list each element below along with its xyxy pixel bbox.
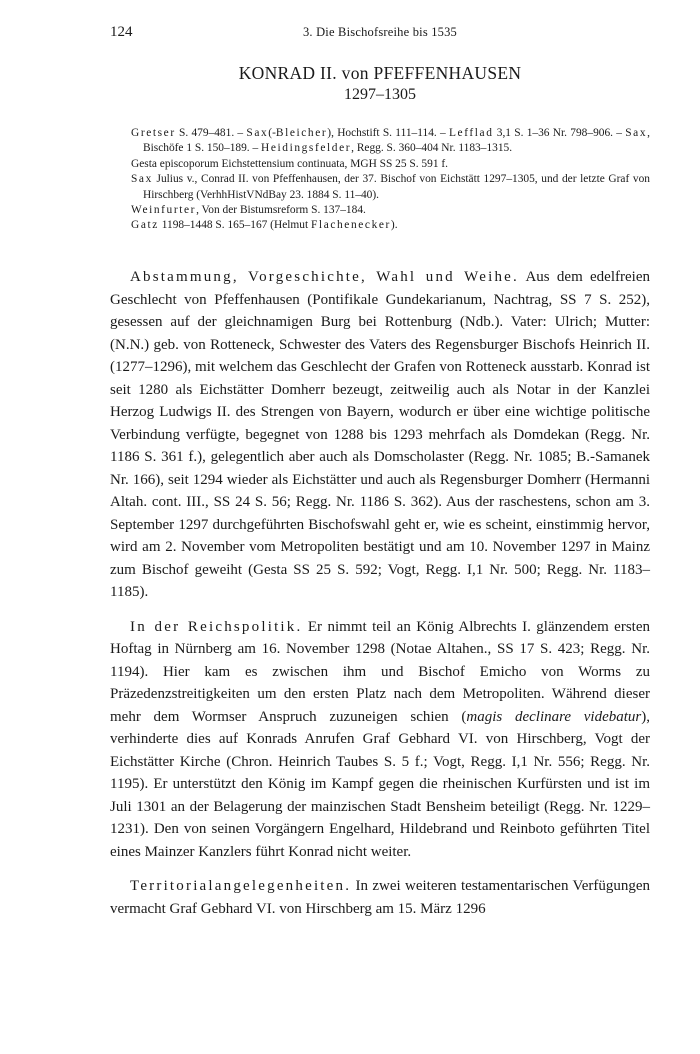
author-name: Flachenecker <box>311 219 391 232</box>
bibliography-text: ), Hochstift S. 111–114. – <box>327 127 449 139</box>
paragraph-text: In zwei weiteren testamentarischen Verfügungen vermacht Graf Gebhard VI. von Hirschberg am 15. März 1296 <box>110 878 650 917</box>
author-name: Weinfurter <box>131 204 197 217</box>
body-text <box>110 266 650 932</box>
author-name: Gatz <box>131 219 159 232</box>
bibliography-text: ). <box>390 219 398 232</box>
author-name: Gretser <box>131 127 176 139</box>
page-header <box>110 24 650 44</box>
bibliography-text: (- <box>268 127 276 139</box>
bibliography-text: 3,1 S. 1–36 Nr. 798–906. – <box>493 127 626 139</box>
page-number: 124 <box>110 24 133 40</box>
author-name: Heidingsfelder <box>261 142 352 155</box>
bibliography-text: , Von der Bistumsreform S. 137–184. <box>196 204 366 217</box>
bibliography <box>131 126 650 234</box>
section-heading: In der Reichspolitik. <box>130 618 303 635</box>
bibliography-entry <box>131 203 650 218</box>
paragraph-text: ), verhinderte dies auf Konrads Anrufen Graf Gebhard VI. von Hirschberg, Vogt der Eichstätter Kirche (Chron. Heinrich Taubes S. 5 f.; Vogt, Regg. I,1 Nr. 556; Regg. Nr. 1195). Er unterstützt den König im Kampf gegen die rheinischen Kurfürsten und ist im Juli 1301 an der Belagerung der mainzischen Stadt Bensheim beteiligt (Regg. Nr. 1229–1231). Den von seinen Vorgängern Engelhard, Hildebrand und Reinboto geführten Titel eines Mainzer Kanzlers führt Konrad nicht weiter. <box>110 708 651 860</box>
bibliography-entry <box>131 172 650 203</box>
author-name: Sax <box>625 127 648 139</box>
bibliography-text: , Bischöfe 1 S. 150–189. – <box>143 127 650 155</box>
author-name: Sax <box>131 173 153 186</box>
body-paragraph <box>110 266 650 604</box>
paragraph-text: Er nimmt teil an König Albrechts I. glänzendem ersten Hoftag in Nürnberg am 16. November 1298 (Notae Altahen., SS 17 S. 423; Regg. Nr. 1194). Hier kam es zwischen ihm und Bischof Emicho von Worms zu Präzedenzstreitigkeiten um den ersten Platz nach dem Metropoliten. Während dieser mehr dem Wormser Anspruch zuzuneigen schien ( <box>110 618 651 725</box>
bibliography-text: S. 479–481. – <box>175 127 247 139</box>
author-name: Bleicher <box>275 127 328 139</box>
section-heading: Territorialangelegenheiten. <box>130 878 352 894</box>
bibliography-entry <box>131 157 650 172</box>
bibliography-text: 1198–1448 S. 165–167 (Helmut <box>158 219 311 232</box>
bibliography-text: Julius v., Conrad II. von Pfeffenhausen, der 37. Bischof von Eichstätt 1297–1305, und der letzte Graf von Hirschberg (VerhhHistVNdBay 23. 1884 S. 11–40). <box>143 173 650 201</box>
bibliography-entry <box>131 218 650 233</box>
bibliography-entry <box>131 126 650 157</box>
section-heading: Abstammung, Vorgeschichte, Wahl und Weihe. <box>130 269 519 285</box>
body-paragraph <box>110 875 650 920</box>
running-head: 3. Die Bischofsreihe bis 1535 <box>302 25 458 39</box>
body-paragraph <box>110 616 650 864</box>
reign-dates: 1297–1305 <box>344 86 416 103</box>
author-name: Lefflad <box>448 127 494 139</box>
bibliography-text: Gesta episcoporum Eichstettensium continuata, MGH SS 25 S. 591 f. <box>131 157 449 170</box>
paragraph-text: Aus dem edelfreien Geschlecht von Pfeffenhausen (Pontifikale Gundekarianum, Nachtrag, SS 7 S. 252), gesessen auf der gleichnamigen Burg bei Rottenburg (Ndb.). Vater: Ulrich; Mutter: (N.N.) geb. von Rotteneck, Schwester des Vaters des Regensburger Bischofs Heinrich II. (1277–1296), mit welchem das Geschlecht der Grafen von Rotteneck ausstarb. Konrad ist seit 1280 als Eichstätter Domherr bezeugt, zeitweilig auch als Notar in der Kanzlei Herzog Ludwigs II. des Strengen von Bayern, wodurch er über eine wichtige politische Verbindung verfügte, begegnet von 1288 bis 1293 mehrfach als Domdekan (Regg. Nr. 1186 S. 361 f.), gelegentlich aber auch als Domscholaster (Regg. Nr. 1085; B.-Samanek Nr. 166), seit 1294 wieder als Eichstätter und auch als Regensburger Domherr (Hermanni Altah. cont. III., SS 24 S. 56; Regg. Nr. 1186 S. 362). Aus der raschestens, schon am 3. September 1297 durchgeführten Bischofswahl geht er, wie es scheint, einstimmig hervor, wird am 2. November vom Metropoliten bestätigt und am 10. November 1297 in Mainz zum Bischof geweiht (Gesta SS 25 S. 592; Vogt, Regg. I,1 Nr. 500; Regg. Nr. 1183–1185). <box>110 269 650 600</box>
latin-quote: magis declinare videbatur <box>466 708 642 725</box>
author-name: Sax <box>246 127 269 139</box>
bibliography-text: , Regg. S. 360–404 Nr. 1183–1315. <box>351 142 513 155</box>
title-block <box>110 62 650 106</box>
bishop-title: KONRAD II. von PFEFFENHAUSEN <box>238 63 522 83</box>
